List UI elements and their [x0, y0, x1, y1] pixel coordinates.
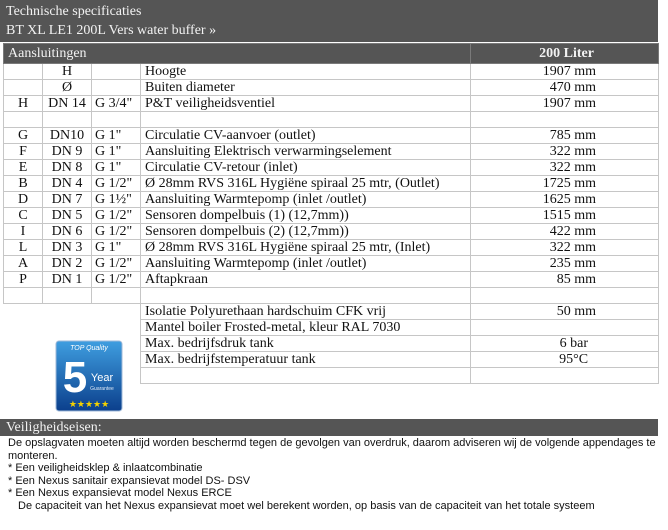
connection-height: 1907 mm — [471, 64, 659, 80]
connection-description — [141, 112, 471, 128]
safety-item: * Een Nexus sanitair expansievat model DS- DSV — [8, 474, 251, 487]
connection-code: G — [4, 128, 43, 144]
pressure-value: 6 bar — [471, 336, 659, 352]
thread-size: G 3/4" — [92, 96, 141, 112]
thread-size: G 1" — [92, 144, 141, 160]
dn-size: DN 14 — [43, 96, 92, 112]
dn-size: DN 8 — [43, 160, 92, 176]
connection-description: Sensoren dompelbuis (1) (12,7mm)) — [141, 208, 471, 224]
table-row — [4, 96, 659, 112]
safety-intro: De opslagvaten moeten altijd worden beschermd tegen de gevolgen van overdruk, daarom adviseren wij de volgende appendages te monteren. — [8, 437, 656, 462]
connection-height: 1907 mm — [471, 96, 659, 112]
connection-code: F — [4, 144, 43, 160]
connection-height — [471, 112, 659, 128]
insulation-value: 50 mm — [471, 304, 659, 320]
connection-height: 1725 mm — [471, 176, 659, 192]
connection-code: P — [4, 272, 43, 288]
temperature-label: Max. bedrijfstemperatuur tank — [141, 352, 471, 368]
connections-header: Aansluitingen — [4, 44, 471, 64]
connection-description: Aansluiting Elektrisch verwarmingselement — [141, 144, 471, 160]
connection-height: 470 mm — [471, 80, 659, 96]
safety-header — [0, 419, 658, 436]
badge-year-text: Year — [90, 372, 114, 384]
connection-code: A — [4, 256, 43, 272]
thread-size: G 1/2" — [92, 272, 141, 288]
connection-code: B — [4, 176, 43, 192]
dn-size: DN 2 — [43, 256, 92, 272]
thread-size — [92, 64, 141, 80]
connection-description: Circulatie CV-aanvoer (outlet) — [141, 128, 471, 144]
connection-code: L — [4, 240, 43, 256]
connection-description: Hoogte — [141, 64, 471, 80]
dn-size: Ø — [43, 80, 92, 96]
thread-size: G 1" — [92, 240, 141, 256]
safety-note: De capaciteit van het Nexus expansievat moet wel berekent worden, op basis van de capaciteit van het totale systeem — [18, 499, 595, 512]
dn-size: DN 6 — [43, 224, 92, 240]
safety-item: * Een Nexus expansievat model Nexus ERCE — [8, 487, 232, 499]
badge-number: 5 — [62, 353, 88, 402]
connection-code — [4, 64, 43, 80]
connection-height: 322 mm — [471, 160, 659, 176]
connection-code: E — [4, 160, 43, 176]
connection-height: 1625 mm — [471, 192, 659, 208]
page-title: Technische specificaties — [6, 4, 142, 19]
capacity-header: 200 Liter — [471, 44, 659, 64]
connection-description: Aansluiting Warmtepomp (inlet /outlet) — [141, 256, 471, 272]
specifications-table — [3, 43, 659, 384]
connection-code: H — [4, 96, 43, 112]
dn-size: DN 4 — [43, 176, 92, 192]
mantel-label: Mantel boiler Frosted-metal, kleur RAL 7030 — [141, 320, 471, 336]
connection-description: P&T veiligheidsventiel — [141, 96, 471, 112]
temperature-value: 95°C — [471, 352, 659, 368]
table-row — [4, 80, 659, 96]
dn-size: DN 3 — [43, 240, 92, 256]
table-row — [4, 320, 659, 336]
table-row — [4, 304, 659, 320]
table-row — [4, 160, 659, 176]
thread-size: G 1/2" — [92, 176, 141, 192]
connection-description: Ø 28mm RVS 316L Hygiëne spiraal 25 mtr, (Outlet) — [141, 176, 471, 192]
mantel-value — [471, 320, 659, 336]
thread-size — [92, 80, 141, 96]
connection-code: C — [4, 208, 43, 224]
table-row — [4, 240, 659, 256]
connection-height: 322 mm — [471, 240, 659, 256]
table-row — [4, 224, 659, 240]
table-row — [4, 256, 659, 272]
safety-item: * Een veiligheidsklep & inlaatcombinatie — [8, 462, 203, 474]
connection-description: Aftapkraan — [141, 272, 471, 288]
connection-height: 785 mm — [471, 128, 659, 144]
badge-stars: ★★★★★ — [68, 400, 110, 410]
insulation-label: Isolatie Polyurethaan hardschuim CFK vrij — [141, 304, 471, 320]
connection-height: 85 mm — [471, 272, 659, 288]
connection-description: Ø 28mm RVS 316L Hygiëne spiraal 25 mtr, (Inlet) — [141, 240, 471, 256]
pressure-label: Max. bedrijfsdruk tank — [141, 336, 471, 352]
dn-size — [43, 112, 92, 128]
table-row — [4, 176, 659, 192]
product-subtitle: BT XL LE1 200L Vers water buffer » — [6, 23, 217, 38]
badge-top-text: TOP Quality — [70, 345, 108, 352]
dn-size: DN 1 — [43, 272, 92, 288]
table-header-row — [4, 44, 659, 64]
connection-height: 422 mm — [471, 224, 659, 240]
connection-height: 1515 mm — [471, 208, 659, 224]
connection-code: D — [4, 192, 43, 208]
thread-size: G 1" — [92, 128, 141, 144]
dn-size: DN 7 — [43, 192, 92, 208]
safety-requirements — [8, 437, 658, 512]
safety-title: Veiligheidseisen: — [6, 420, 102, 435]
thread-size: G 1/2" — [92, 256, 141, 272]
connection-height: 235 mm — [471, 256, 659, 272]
connection-description: Sensoren dompelbuis (2) (12,7mm)) — [141, 224, 471, 240]
connection-description: Circulatie CV-retour (inlet) — [141, 160, 471, 176]
table-body — [4, 64, 659, 288]
dn-size: H — [43, 64, 92, 80]
connection-code: I — [4, 224, 43, 240]
thread-size: G 1/2" — [92, 208, 141, 224]
table-row — [4, 208, 659, 224]
thread-size — [92, 112, 141, 128]
dn-size: DN 5 — [43, 208, 92, 224]
title-bar — [0, 0, 658, 42]
connection-code — [4, 80, 43, 96]
badge-guarantee-text: Guarantee — [90, 386, 114, 392]
thread-size: G 1" — [92, 160, 141, 176]
table-row — [4, 128, 659, 144]
table-row — [4, 272, 659, 288]
connection-description: Aansluiting Warmtepomp (inlet /outlet) — [141, 192, 471, 208]
connection-code — [4, 112, 43, 128]
dn-size: DN10 — [43, 128, 92, 144]
dn-size: DN 9 — [43, 144, 92, 160]
thread-size: G 1/2" — [92, 224, 141, 240]
table-row — [4, 144, 659, 160]
connection-height: 322 mm — [471, 144, 659, 160]
connection-description: Buiten diameter — [141, 80, 471, 96]
five-year-guarantee-badge — [55, 340, 123, 412]
table-row — [4, 288, 659, 304]
table-row — [4, 112, 659, 128]
table-row — [4, 64, 659, 80]
table-row — [4, 192, 659, 208]
thread-size: G 1½" — [92, 192, 141, 208]
